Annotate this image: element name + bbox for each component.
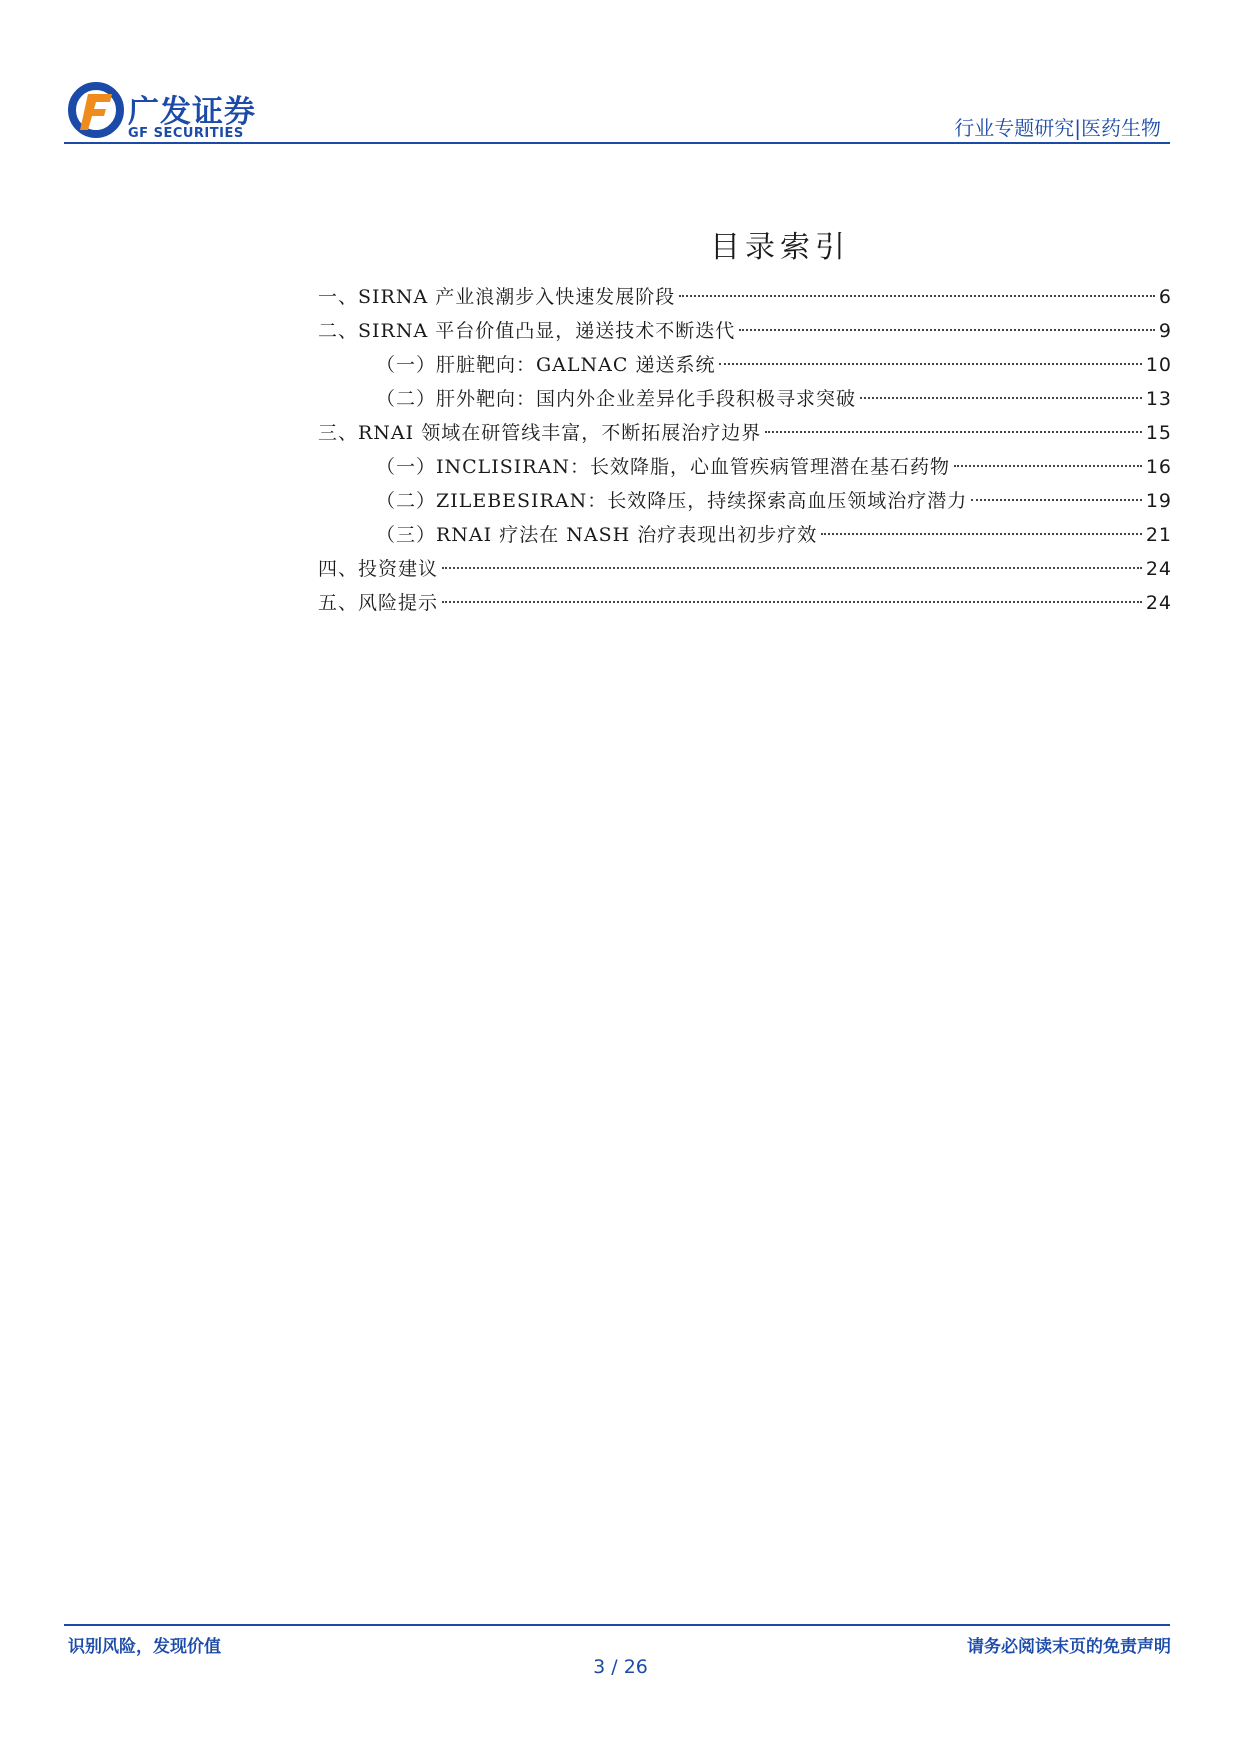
gf-logo-icon [68, 82, 124, 138]
toc-dot-leader [765, 431, 1142, 433]
toc-entry-label: 一、SIRNA 产业浪潮步入快速发展阶段 [318, 286, 676, 308]
toc-entry-label: （二）肝外靶向：国内外企业差异化手段积极寻求突破 [376, 388, 857, 410]
toc-entry[interactable] [318, 280, 1172, 314]
toc-dot-leader [860, 397, 1142, 399]
logo-english-name: GF SECURITIES [128, 126, 244, 141]
company-logo [68, 82, 268, 142]
toc-entry-page: 24 [1145, 558, 1172, 580]
toc-entry-label: （一）肝脏靶向：GALNAC 递送系统 [376, 354, 716, 376]
toc-entry-page: 24 [1145, 592, 1172, 614]
toc-entry-page: 19 [1145, 490, 1172, 512]
toc-entry[interactable] [318, 586, 1172, 620]
report-category: 行业专题研究|医药生物 [954, 116, 1161, 140]
toc-dot-leader [954, 465, 1142, 467]
page-header [0, 0, 1241, 150]
logo-chinese-name: 广发证券 [128, 94, 256, 130]
toc-entry-page: 16 [1145, 456, 1172, 478]
toc-entry[interactable] [318, 348, 1172, 382]
toc-entry-label: （一）INCLISIRAN：长效降脂，心血管疾病管理潜在基石药物 [376, 456, 950, 478]
toc-entry[interactable] [318, 450, 1172, 484]
toc-entry-label: 三、RNAI 领域在研管线丰富，不断拓展治疗边界 [318, 422, 762, 444]
footer-slogan: 识别风险，发现价值 [68, 1637, 221, 1657]
toc-entry-page: 6 [1158, 286, 1172, 308]
footer-disclaimer: 请务必阅读末页的免责声明 [967, 1637, 1171, 1657]
toc-entry[interactable] [318, 382, 1172, 416]
toc-entry-label: 四、投资建议 [318, 558, 439, 580]
toc-entry[interactable] [318, 518, 1172, 552]
toc-dot-leader [679, 295, 1155, 297]
toc-dot-leader [719, 363, 1141, 365]
toc-entry[interactable] [318, 552, 1172, 586]
table-of-contents [318, 280, 1172, 620]
toc-entry-label: （二）ZILEBESIRAN：长效降压，持续探索高血压领域治疗潜力 [376, 490, 968, 512]
toc-dot-leader [442, 567, 1142, 569]
toc-dot-leader [739, 329, 1155, 331]
toc-entry-page: 9 [1158, 320, 1172, 342]
toc-entry-page: 15 [1145, 422, 1172, 444]
toc-entry[interactable] [318, 484, 1172, 518]
footer-divider [64, 1624, 1170, 1626]
toc-entry[interactable] [318, 416, 1172, 450]
toc-entry[interactable] [318, 314, 1172, 348]
toc-dot-leader [821, 533, 1142, 535]
toc-entry-label: （三）RNAI 疗法在 NASH 治疗表现出初步疗效 [376, 524, 818, 546]
toc-entry-label: 二、SIRNA 平台价值凸显，递送技术不断迭代 [318, 320, 736, 342]
page-indicator: 3 / 26 [593, 1656, 648, 1678]
toc-dot-leader [442, 601, 1142, 603]
toc-entry-page: 10 [1145, 354, 1172, 376]
toc-title: 目录索引 [710, 230, 850, 265]
toc-entry-label: 五、风险提示 [318, 592, 439, 614]
toc-dot-leader [971, 499, 1142, 501]
toc-entry-page: 21 [1145, 524, 1172, 546]
toc-entry-page: 13 [1145, 388, 1172, 410]
header-divider [64, 142, 1170, 144]
